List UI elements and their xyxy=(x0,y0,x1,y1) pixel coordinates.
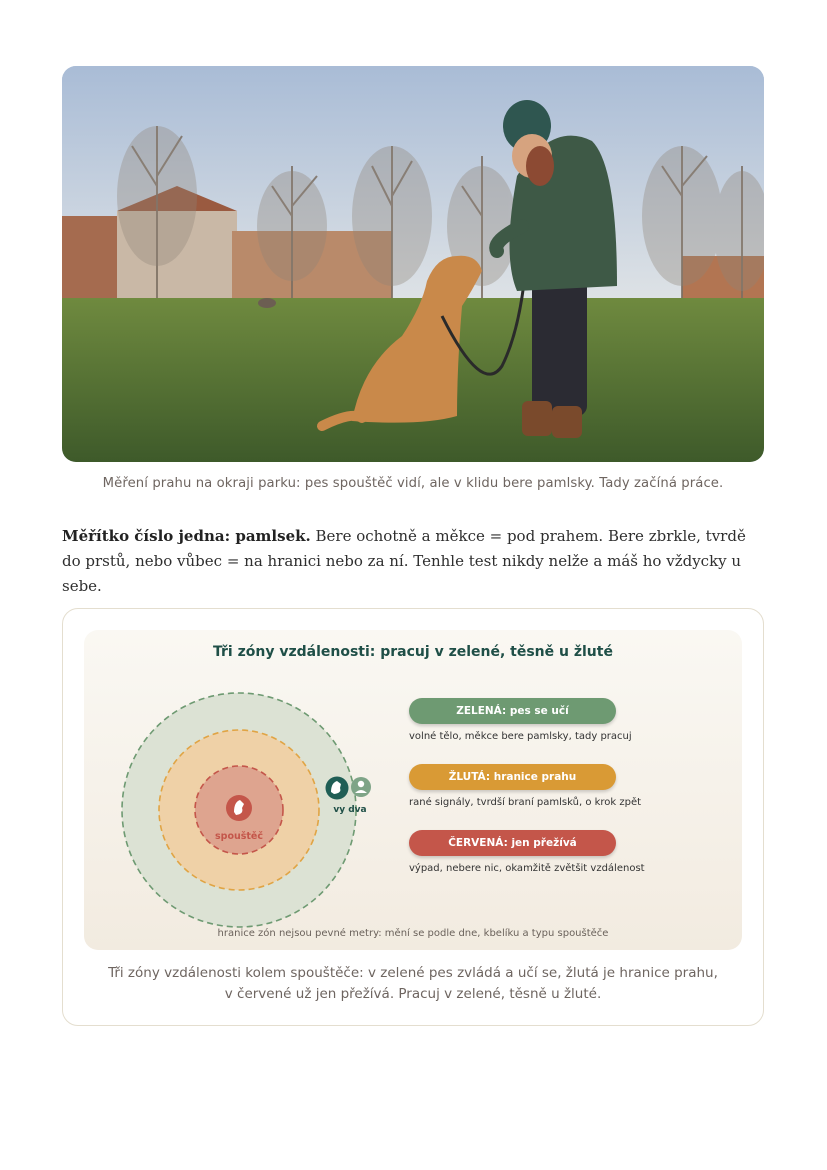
diagram-footnote: hranice zón nejsou pevné metry: mění se podle dne, kbelíku a typu spouštěče xyxy=(217,928,609,939)
paragraph-body: Bere ochotně a měkce = pod prahem. Bere zbrkle, tvrdě do prstů, nebo vůbec = na hranici nebo za ní. Tenhle test nikdy nelže a máš ho vždycky u sebe. xyxy=(62,527,746,595)
figure-card xyxy=(62,608,764,1026)
zone-circles xyxy=(84,630,742,950)
diagram-title: Tři zóny vzdálenosti: pracuj v zelené, těsně u žluté xyxy=(213,644,613,660)
zone-desc-yellow: rané signály, tvrdší braní pamlsků, o krok zpět xyxy=(409,797,642,808)
zone-pill-green: ZELENÁ: pes se učí xyxy=(409,698,616,724)
zone-desc-red: výpad, nebere nic, okamžitě zvětšit vzdálenost xyxy=(409,863,645,874)
hero-photo xyxy=(62,66,764,462)
zone-desc-green: volné tělo, měkce bere pamlsky, tady pracuj xyxy=(409,731,632,742)
trigger-label: spouštěč xyxy=(214,831,264,842)
zone-pill-yellow: ŽLUTÁ: hranice prahu xyxy=(409,764,616,790)
zone-diagram xyxy=(84,630,742,950)
dog-training-photo xyxy=(62,66,764,462)
photo-caption: Měření prahu na okraji parku: pes spouštěč vidí, ale v klidu bere pamlsky. Tady začíná práce. xyxy=(102,476,724,491)
zone-pill-red: ČERVENÁ: jen přežívá xyxy=(409,830,616,856)
body-paragraph xyxy=(62,524,764,599)
figure-caption: Tři zóny vzdálenosti kolem spouštěče: v zelené pes zvládá a učí se, žlutá je hranice prahu, v červené už jen přežívá. Pracuj v zelené, těsně u žluté. xyxy=(108,965,718,1002)
paragraph-lead: Měřítko číslo jedna: pamlsek. xyxy=(62,527,311,545)
you-two-label: vy dva xyxy=(333,805,367,815)
